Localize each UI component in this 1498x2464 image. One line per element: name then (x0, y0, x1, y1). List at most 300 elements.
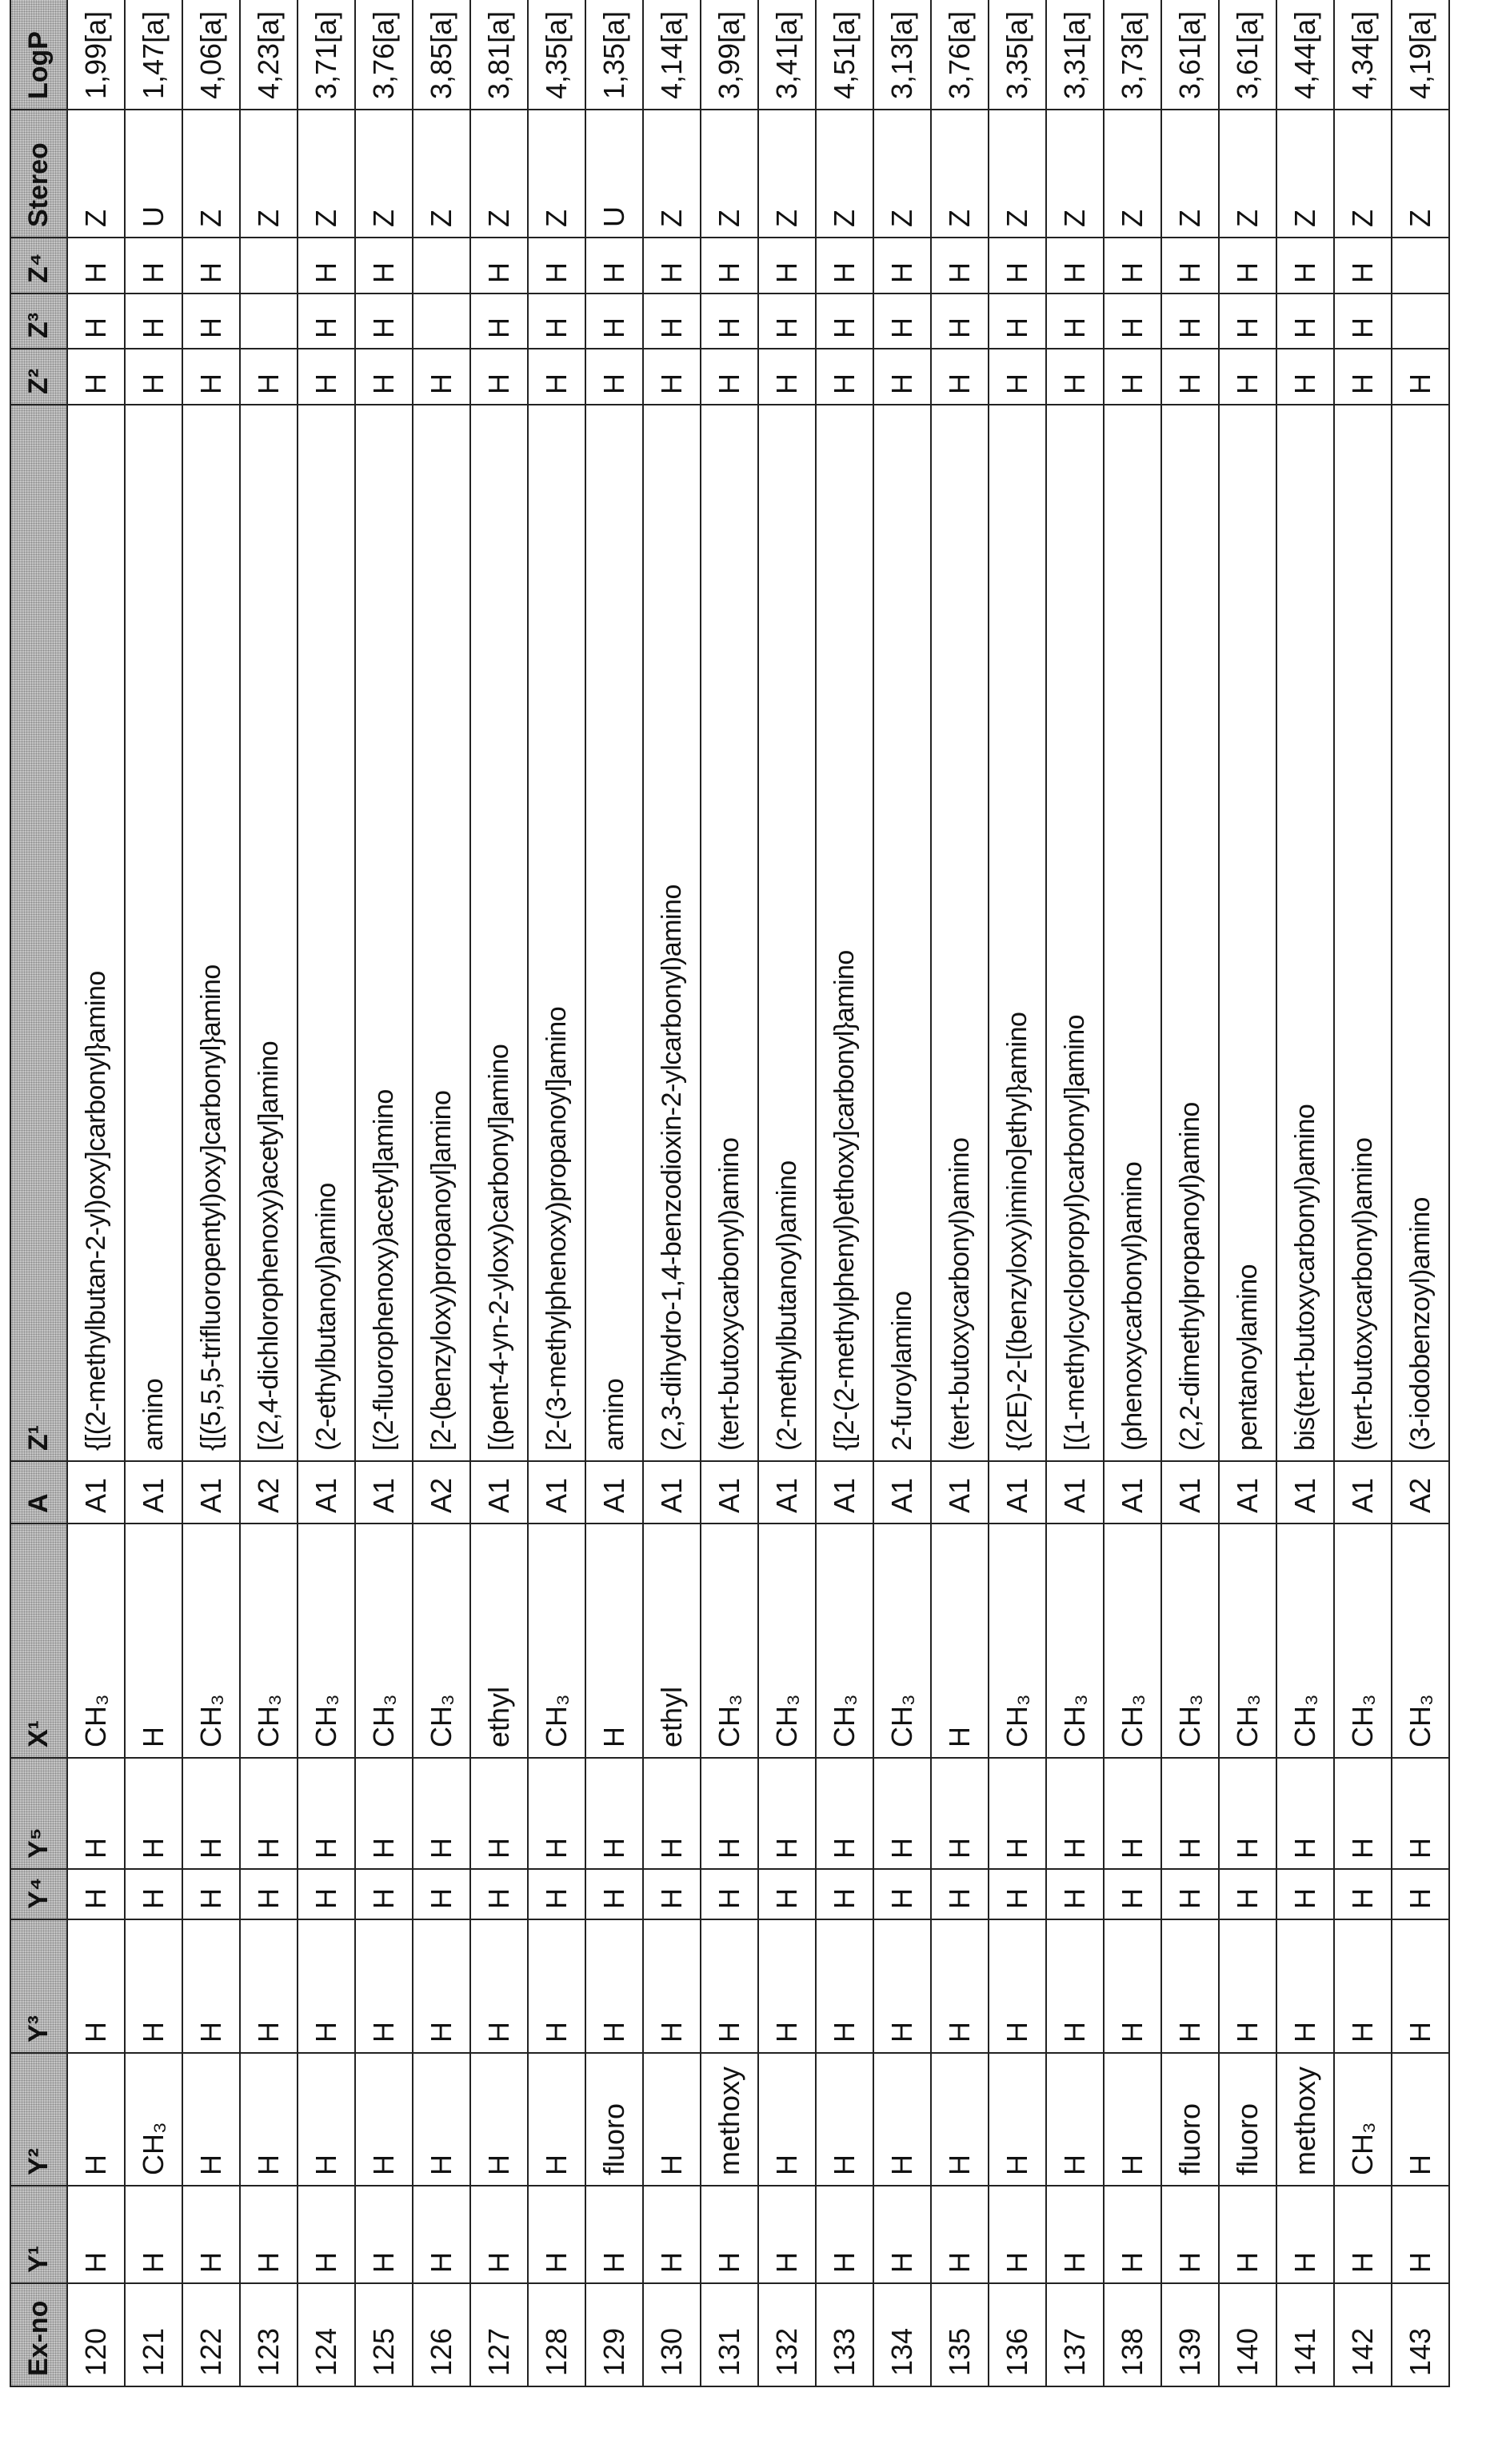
cell-x1: ethyl (643, 1524, 701, 1758)
cell-z3: H (931, 294, 989, 349)
cell-x1: CH₃ (989, 1524, 1046, 1758)
cell-y5: H (1392, 1758, 1449, 1869)
cell-a: A2 (1392, 1461, 1449, 1524)
cell-z2: H (240, 349, 298, 405)
cell-y3: H (240, 1919, 298, 2053)
cell-logp: 4,19[a] (1392, 0, 1449, 110)
cell-x1: CH₃ (701, 1524, 758, 1758)
cell-y4: H (125, 1869, 182, 1919)
cell-y3: H (758, 1919, 816, 2053)
cell-z3: H (1104, 294, 1161, 349)
table-row (240, 0, 298, 2386)
cell-stereo: Z (1219, 110, 1276, 238)
cell-z2: H (989, 349, 1046, 405)
table-row (182, 0, 240, 2386)
cell-ex-no: 129 (585, 2283, 643, 2386)
cell-x1: CH₃ (528, 1524, 585, 1758)
cell-y2: H (1046, 2053, 1104, 2186)
cell-z3: H (989, 294, 1046, 349)
cell-z1: {(2E)-2-[(benzyloxy)imino]ethyl}amino (989, 405, 1046, 1461)
cell-z2: H (470, 349, 528, 405)
cell-ex-no: 128 (528, 2283, 585, 2386)
cell-y1: H (1161, 2186, 1219, 2283)
cell-y2: H (182, 2053, 240, 2186)
cell-x1: CH₃ (1219, 1524, 1276, 1758)
cell-y3: H (355, 1919, 413, 2053)
cell-stereo: Z (470, 110, 528, 238)
cell-y3: H (1219, 1919, 1276, 2053)
cell-x1: CH₃ (1104, 1524, 1161, 1758)
cell-y5: H (1276, 1758, 1334, 1869)
cell-z2: H (1392, 349, 1449, 405)
cell-stereo: Z (1392, 110, 1449, 238)
cell-a: A2 (413, 1461, 470, 1524)
table-row (1392, 0, 1449, 2386)
table-row (931, 0, 989, 2386)
cell-y1: H (1334, 2186, 1392, 2283)
cell-z2: H (528, 349, 585, 405)
cell-z4: H (1334, 238, 1392, 294)
cell-stereo: Z (816, 110, 873, 238)
cell-y5: H (470, 1758, 528, 1869)
cell-a: A1 (585, 1461, 643, 1524)
cell-y4: H (873, 1869, 931, 1919)
cell-z1: amino (125, 405, 182, 1461)
cell-z4: H (701, 238, 758, 294)
table-row (1104, 0, 1161, 2386)
table-row (413, 0, 470, 2386)
cell-y4: H (1219, 1869, 1276, 1919)
cell-stereo: U (125, 110, 182, 238)
cell-x1: CH₃ (1392, 1524, 1449, 1758)
cell-ex-no: 140 (1219, 2283, 1276, 2386)
cell-y3: H (701, 1919, 758, 2053)
cell-z2: H (1334, 349, 1392, 405)
table-row (67, 0, 125, 2386)
cell-z3: H (1276, 294, 1334, 349)
cell-y4: H (298, 1869, 355, 1919)
cell-z1: 2-furoylamino (873, 405, 931, 1461)
cell-z4: H (528, 238, 585, 294)
cell-z4: H (1104, 238, 1161, 294)
cell-z4 (413, 238, 470, 294)
cell-ex-no: 130 (643, 2283, 701, 2386)
cell-z4: H (67, 238, 125, 294)
cell-ex-no: 137 (1046, 2283, 1104, 2386)
cell-y1: H (585, 2186, 643, 2283)
cell-y4: H (528, 1869, 585, 1919)
cell-y3: H (816, 1919, 873, 2053)
cell-y1: H (701, 2186, 758, 2283)
cell-stereo: Z (931, 110, 989, 238)
cell-z3: H (701, 294, 758, 349)
cell-a: A1 (816, 1461, 873, 1524)
cell-ex-no: 125 (355, 2283, 413, 2386)
table-row (873, 0, 931, 2386)
cell-z3: H (1219, 294, 1276, 349)
cell-y2: H (816, 2053, 873, 2186)
cell-y1: H (240, 2186, 298, 2283)
cell-y4: H (989, 1869, 1046, 1919)
cell-a: A1 (701, 1461, 758, 1524)
cell-z3: H (585, 294, 643, 349)
cell-x1: H (585, 1524, 643, 1758)
cell-z4: H (355, 238, 413, 294)
table-row (643, 0, 701, 2386)
table-row (758, 0, 816, 2386)
cell-y3: H (182, 1919, 240, 2053)
cell-z2: H (1161, 349, 1219, 405)
cell-ex-no: 139 (1161, 2283, 1219, 2386)
cell-logp: 1,99[a] (67, 0, 125, 110)
cell-y1: H (470, 2186, 528, 2283)
cell-a: A1 (758, 1461, 816, 1524)
cell-stereo: Z (1276, 110, 1334, 238)
column-header-logp: LogP (10, 0, 67, 110)
cell-x1: H (931, 1524, 989, 1758)
column-header-z4: Z⁴ (10, 238, 67, 294)
cell-y5: H (1219, 1758, 1276, 1869)
cell-y4: H (643, 1869, 701, 1919)
cell-y2: H (873, 2053, 931, 2186)
cell-a: A1 (643, 1461, 701, 1524)
cell-ex-no: 122 (182, 2283, 240, 2386)
cell-y2: H (355, 2053, 413, 2186)
cell-y3: H (585, 1919, 643, 2053)
cell-ex-no: 133 (816, 2283, 873, 2386)
cell-ex-no: 123 (240, 2283, 298, 2386)
cell-z1: (phenoxycarbonyl)amino (1104, 405, 1161, 1461)
cell-z3: H (758, 294, 816, 349)
cell-y2: fluoro (585, 2053, 643, 2186)
cell-y5: H (758, 1758, 816, 1869)
cell-y2: H (989, 2053, 1046, 2186)
table-body (67, 0, 1449, 2386)
cell-y2: H (528, 2053, 585, 2186)
cell-z2: H (413, 349, 470, 405)
cell-z3: H (1161, 294, 1219, 349)
cell-logp: 4,35[a] (528, 0, 585, 110)
cell-z3: H (873, 294, 931, 349)
cell-a: A1 (1046, 1461, 1104, 1524)
cell-y5: H (989, 1758, 1046, 1869)
cell-y3: H (643, 1919, 701, 2053)
cell-stereo: Z (240, 110, 298, 238)
cell-z3: H (1046, 294, 1104, 349)
rotated-page (0, 0, 1498, 2464)
cell-y5: H (1046, 1758, 1104, 1869)
cell-ex-no: 143 (1392, 2283, 1449, 2386)
cell-z2: H (355, 349, 413, 405)
cell-z4: H (125, 238, 182, 294)
cell-z3: H (1334, 294, 1392, 349)
cell-ex-no: 135 (931, 2283, 989, 2386)
table-row (701, 0, 758, 2386)
column-header-y4: Y⁴ (10, 1869, 67, 1919)
table-row (1334, 0, 1392, 2386)
cell-stereo: Z (1334, 110, 1392, 238)
cell-z2: H (1276, 349, 1334, 405)
cell-z1: [(pent-4-yn-2-yloxy)carbonyl]amino (470, 405, 528, 1461)
cell-z1: bis(tert-butoxycarbonyl)amino (1276, 405, 1334, 1461)
cell-z1: {[2-(2-methylphenyl)ethoxy]carbonyl}amino (816, 405, 873, 1461)
cell-ex-no: 136 (989, 2283, 1046, 2386)
cell-z3 (413, 294, 470, 349)
cell-z1: (tert-butoxycarbonyl)amino (931, 405, 989, 1461)
cell-z4 (1392, 238, 1449, 294)
cell-ex-no: 141 (1276, 2283, 1334, 2386)
cell-y2: fluoro (1161, 2053, 1219, 2186)
cell-z3 (240, 294, 298, 349)
cell-z2: H (585, 349, 643, 405)
cell-a: A1 (931, 1461, 989, 1524)
cell-y5: H (585, 1758, 643, 1869)
cell-logp: 4,51[a] (816, 0, 873, 110)
cell-y4: H (1161, 1869, 1219, 1919)
column-header-z3: Z³ (10, 294, 67, 349)
cell-y1: H (758, 2186, 816, 2283)
table-row (1276, 0, 1334, 2386)
cell-z1: (2-ethylbutanoyl)amino (298, 405, 355, 1461)
cell-z2: H (1046, 349, 1104, 405)
column-header-y5: Y⁵ (10, 1758, 67, 1869)
cell-z3: H (470, 294, 528, 349)
cell-y4: H (413, 1869, 470, 1919)
cell-y2: H (470, 2053, 528, 2186)
cell-a: A1 (528, 1461, 585, 1524)
cell-z2: H (816, 349, 873, 405)
cell-y5: H (1334, 1758, 1392, 1869)
cell-y4: H (1104, 1869, 1161, 1919)
cell-z3: H (125, 294, 182, 349)
column-header-x1: X¹ (10, 1524, 67, 1758)
cell-a: A1 (1276, 1461, 1334, 1524)
cell-y1: H (816, 2186, 873, 2283)
cell-y3: H (125, 1919, 182, 2053)
cell-logp: 4,14[a] (643, 0, 701, 110)
cell-z3: H (643, 294, 701, 349)
table-row (298, 0, 355, 2386)
cell-logp: 4,44[a] (1276, 0, 1334, 110)
cell-logp: 1,35[a] (585, 0, 643, 110)
cell-y2: H (67, 2053, 125, 2186)
cell-logp: 3,61[a] (1161, 0, 1219, 110)
cell-z2: H (931, 349, 989, 405)
cell-z3: H (298, 294, 355, 349)
cell-logp: 3,61[a] (1219, 0, 1276, 110)
table-row (125, 0, 182, 2386)
cell-y1: H (1046, 2186, 1104, 2283)
cell-z3: H (182, 294, 240, 349)
cell-y1: H (1276, 2186, 1334, 2283)
cell-y2: methoxy (1276, 2053, 1334, 2186)
cell-z4: H (989, 238, 1046, 294)
cell-z1: [(1-methylcyclopropyl)carbonyl]amino (1046, 405, 1104, 1461)
cell-z4: H (298, 238, 355, 294)
table-row (470, 0, 528, 2386)
cell-y5: H (528, 1758, 585, 1869)
cell-a: A1 (873, 1461, 931, 1524)
cell-y1: H (528, 2186, 585, 2283)
cell-stereo: Z (67, 110, 125, 238)
column-header-y1: Y¹ (10, 2186, 67, 2283)
cell-y1: H (643, 2186, 701, 2283)
cell-y3: H (413, 1919, 470, 2053)
cell-y1: H (355, 2186, 413, 2283)
cell-z2: H (758, 349, 816, 405)
cell-y3: H (1046, 1919, 1104, 2053)
cell-y3: H (470, 1919, 528, 2053)
cell-z1: [(2,4-dichlorophenoxy)acetyl]amino (240, 405, 298, 1461)
header-row (10, 0, 67, 2386)
cell-z2: H (701, 349, 758, 405)
cell-y3: H (931, 1919, 989, 2053)
cell-y4: H (1276, 1869, 1334, 1919)
cell-y4: H (701, 1869, 758, 1919)
cell-stereo: Z (182, 110, 240, 238)
cell-z4: H (1276, 238, 1334, 294)
cell-z2: H (1219, 349, 1276, 405)
cell-y4: H (758, 1869, 816, 1919)
cell-logp: 3,31[a] (1046, 0, 1104, 110)
cell-a: A1 (67, 1461, 125, 1524)
cell-ex-no: 131 (701, 2283, 758, 2386)
cell-y2: fluoro (1219, 2053, 1276, 2186)
cell-ex-no: 132 (758, 2283, 816, 2386)
cell-a: A1 (182, 1461, 240, 1524)
cell-x1: CH₃ (298, 1524, 355, 1758)
cell-a: A1 (125, 1461, 182, 1524)
cell-y5: H (355, 1758, 413, 1869)
cell-y1: H (67, 2186, 125, 2283)
cell-y5: H (1161, 1758, 1219, 1869)
cell-logp: 3,35[a] (989, 0, 1046, 110)
cell-y4: H (816, 1869, 873, 1919)
cell-z4: H (758, 238, 816, 294)
cell-z1: (2,2-dimethylpropanoyl)amino (1161, 405, 1219, 1461)
cell-z4: H (931, 238, 989, 294)
cell-a: A1 (1334, 1461, 1392, 1524)
cell-z4: H (1219, 238, 1276, 294)
cell-y2: H (643, 2053, 701, 2186)
cell-x1: CH₃ (1161, 1524, 1219, 1758)
cell-y4: H (585, 1869, 643, 1919)
cell-y4: H (67, 1869, 125, 1919)
cell-stereo: Z (989, 110, 1046, 238)
cell-x1: CH₃ (240, 1524, 298, 1758)
cell-y1: H (125, 2186, 182, 2283)
cell-z4: H (816, 238, 873, 294)
cell-logp: 4,06[a] (182, 0, 240, 110)
cell-z1: (tert-butoxycarbonyl)amino (701, 405, 758, 1461)
cell-y5: H (67, 1758, 125, 1869)
cell-stereo: U (585, 110, 643, 238)
table-row (816, 0, 873, 2386)
cell-y5: H (701, 1758, 758, 1869)
cell-z1: [(2-fluorophenoxy)acetyl]amino (355, 405, 413, 1461)
cell-x1: CH₃ (182, 1524, 240, 1758)
cell-y3: H (1104, 1919, 1161, 2053)
cell-z1: [2-(3-methylphenoxy)propanoyl]amino (528, 405, 585, 1461)
column-header-z1: Z¹ (10, 405, 67, 1461)
cell-logp: 1,47[a] (125, 0, 182, 110)
cell-a: A1 (298, 1461, 355, 1524)
cell-logp: 3,41[a] (758, 0, 816, 110)
cell-x1: CH₃ (758, 1524, 816, 1758)
cell-y4: H (1392, 1869, 1449, 1919)
cell-y5: H (413, 1758, 470, 1869)
cell-a: A1 (1161, 1461, 1219, 1524)
cell-stereo: Z (413, 110, 470, 238)
cell-y1: H (873, 2186, 931, 2283)
cell-z2: H (873, 349, 931, 405)
cell-z1: {[(2-methylbutan-2-yl)oxy]carbonyl}amino (67, 405, 125, 1461)
cell-y3: H (1392, 1919, 1449, 2053)
cell-x1: CH₃ (1046, 1524, 1104, 1758)
cell-z1: [2-(benzyloxy)propanoyl]amino (413, 405, 470, 1461)
cell-y4: H (470, 1869, 528, 1919)
cell-x1: CH₃ (355, 1524, 413, 1758)
cell-z4: H (873, 238, 931, 294)
cell-logp: 3,99[a] (701, 0, 758, 110)
column-header-y2: Y² (10, 2053, 67, 2186)
cell-y1: H (413, 2186, 470, 2283)
cell-y3: H (873, 1919, 931, 2053)
cell-y4: H (240, 1869, 298, 1919)
cell-y5: H (125, 1758, 182, 1869)
cell-y1: H (298, 2186, 355, 2283)
table-row (355, 0, 413, 2386)
cell-z4: H (1046, 238, 1104, 294)
cell-z3: H (67, 294, 125, 349)
cell-z2: H (298, 349, 355, 405)
cell-z1: pentanoylamino (1219, 405, 1276, 1461)
cell-x1: CH₃ (873, 1524, 931, 1758)
cell-logp: 4,34[a] (1334, 0, 1392, 110)
cell-stereo: Z (758, 110, 816, 238)
cell-y2: H (1392, 2053, 1449, 2186)
cell-x1: CH₃ (1276, 1524, 1334, 1758)
cell-ex-no: 134 (873, 2283, 931, 2386)
cell-y2: H (931, 2053, 989, 2186)
cell-z4: H (470, 238, 528, 294)
cell-a: A1 (470, 1461, 528, 1524)
cell-y2: H (1104, 2053, 1161, 2186)
cell-y5: H (816, 1758, 873, 1869)
column-header-y3: Y³ (10, 1919, 67, 2053)
cell-y5: H (873, 1758, 931, 1869)
table-row (1161, 0, 1219, 2386)
cell-ex-no: 120 (67, 2283, 125, 2386)
column-header-z2: Z² (10, 349, 67, 405)
cell-logp: 3,76[a] (355, 0, 413, 110)
cell-y2: H (413, 2053, 470, 2186)
cell-z4: H (182, 238, 240, 294)
cell-y4: H (1334, 1869, 1392, 1919)
cell-y1: H (989, 2186, 1046, 2283)
cell-a: A1 (355, 1461, 413, 1524)
cell-y3: H (1161, 1919, 1219, 2053)
cell-y1: H (1219, 2186, 1276, 2283)
cell-x1: H (125, 1524, 182, 1758)
cell-logp: 3,71[a] (298, 0, 355, 110)
table-row (1219, 0, 1276, 2386)
cell-x1: CH₃ (413, 1524, 470, 1758)
cell-z3: H (355, 294, 413, 349)
cell-y2: H (758, 2053, 816, 2186)
cell-y2: H (298, 2053, 355, 2186)
cell-z2: H (1104, 349, 1161, 405)
